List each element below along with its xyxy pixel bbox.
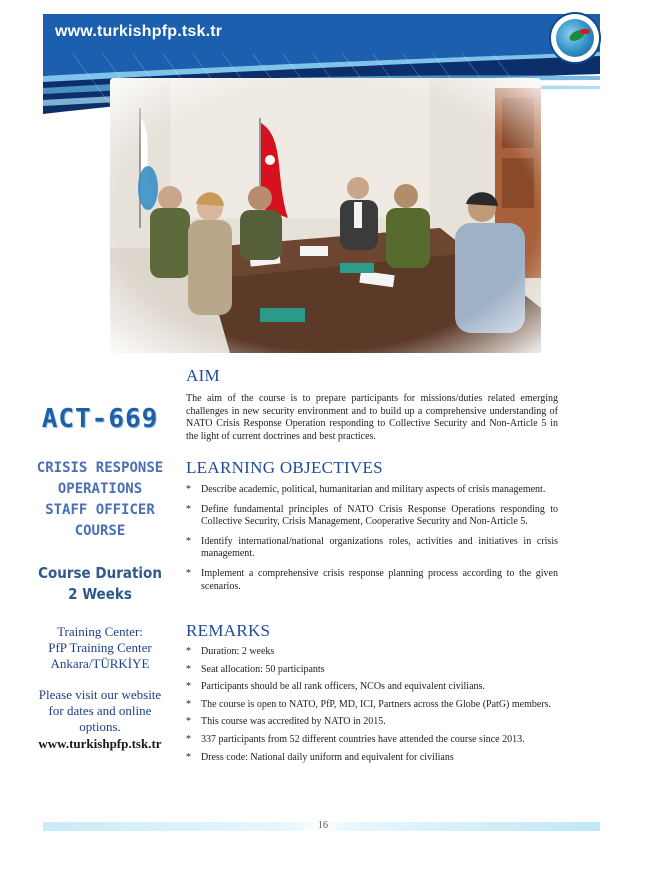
header-site-url[interactable]: www.turkishpfp.tsk.tr <box>55 23 223 40</box>
training-center-label: Training Center: <box>57 624 143 639</box>
visit-website-note <box>30 687 170 735</box>
learning-objectives-heading: LEARNING OBJECTIVES <box>186 458 383 477</box>
list-item: * Dress code: National daily uniform and equivalent for civilians <box>186 751 454 763</box>
bullet-star-icon: * <box>186 716 191 728</box>
list-item: * The course is open to NATO, PfP, MD, ICI, Partners across the Globe (PatG) members. <box>186 698 552 710</box>
duration-label: Course Duration <box>38 564 162 582</box>
list-item: * This course was accredited by NATO in 2015. <box>186 716 386 728</box>
visit-line: for dates and online <box>48 703 152 718</box>
bullet-star-icon: * <box>186 733 191 745</box>
course-name-line: COURSE <box>74 523 126 539</box>
list-item: * Seat allocation: 50 participants <box>186 663 325 675</box>
aim-text: The aim of the course is to prepare participants for missions/duties related emerging challenges in new security environment and to build up a comprehensive understanding of NATO Crisis Response Operation responding to Collective Security and Non-Article 5 in the light of current doctrines and best practices. <box>186 393 558 442</box>
bullet-star-icon: * <box>186 751 191 763</box>
bullet-star-icon: * <box>186 681 191 693</box>
visit-line: options. <box>79 719 121 734</box>
learning-objectives-list <box>186 484 558 593</box>
website-link[interactable]: www.turkishpfp.tsk.tr <box>38 736 162 751</box>
bullet-star-icon: * <box>186 663 191 675</box>
list-item: * Participants should be all rank officers, NCOs and equivalent civilians. <box>186 681 485 693</box>
remarks-list <box>186 646 558 764</box>
list-item: * Duration: 2 weeks <box>186 646 275 657</box>
duration-value: 2 Weeks <box>68 585 132 603</box>
training-center-name: PfP Training Center <box>48 640 152 655</box>
training-center <box>30 624 170 672</box>
pfp-training-center-logo-icon <box>549 12 601 64</box>
list-item: * Implement a comprehensive crisis response planning process according to the given scenarios. <box>186 567 558 592</box>
course-name <box>30 458 170 542</box>
bullet-star-icon: * <box>186 567 191 579</box>
list-item: * 337 participants from 52 different countries have attended the course since 2013. <box>186 733 525 745</box>
page-number: 16 <box>318 820 328 831</box>
list-item: * Identify international/national organizations roles, activities and initiatives in crisis management. <box>186 535 558 560</box>
course-code: ACT-669 <box>41 404 159 434</box>
course-name-line: STAFF OFFICER <box>45 502 155 518</box>
course-name-line: CRISIS RESPONSE <box>36 460 164 476</box>
bullet-star-icon: * <box>186 646 191 657</box>
aim-heading: AIM <box>186 366 220 385</box>
remarks-heading: REMARKS <box>186 621 271 640</box>
list-item: * Describe academic, political, humanitarian and military aspects of crisis management. <box>186 484 546 495</box>
course-name-line: OPERATIONS <box>57 481 143 497</box>
training-center-location: Ankara/TÜRKİYE <box>50 656 150 671</box>
bullet-star-icon: * <box>186 535 191 547</box>
bullet-star-icon: * <box>186 484 191 495</box>
course-duration <box>30 563 170 605</box>
bullet-star-icon: * <box>186 698 191 710</box>
visit-line: Please visit our website <box>38 687 162 702</box>
course-meeting-photo <box>110 78 541 353</box>
list-item: * Define fundamental principles of NATO Crisis Response Operations responding to Collective Security, Crisis Management, Cooperative Security and Non-Article 5. <box>186 503 558 528</box>
bullet-star-icon: * <box>186 503 191 515</box>
